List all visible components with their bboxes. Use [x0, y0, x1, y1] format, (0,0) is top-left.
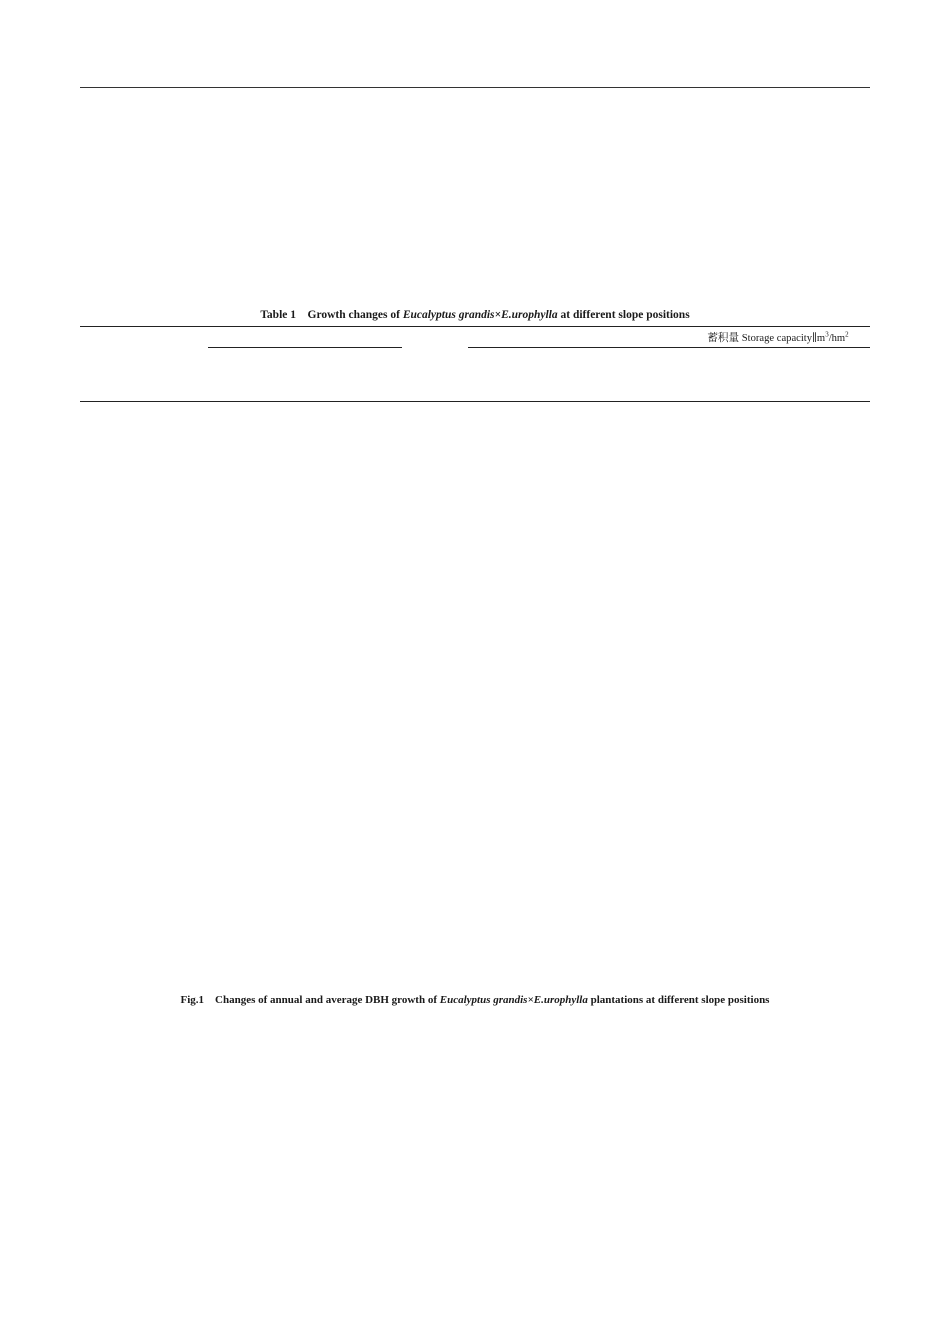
sub-head-midslope: [266, 365, 332, 384]
table-1: [80, 326, 870, 402]
sub-head-midslope: [468, 365, 542, 384]
figure-1-caption-en: Fig.1 Changes of annual and average DBH growth of Eucalyptus grandis×E.urophylla plantations at different slope positions: [180, 994, 770, 1006]
group-storage: 蓄积量 Storage $capacity\parallel m^3/hm^2$: [686, 327, 870, 348]
group-dbh: [208, 327, 402, 348]
sub-head-uphill: [208, 365, 266, 384]
sub-head-uphill: [402, 365, 468, 384]
sub-head-uphill: [614, 365, 686, 384]
figure-1: [80, 658, 870, 923]
sub-head-downhill: [542, 365, 614, 384]
figure-1-svg: [80, 658, 870, 923]
sub-head-downhill: [766, 365, 870, 384]
sub-head-midslope: [686, 365, 766, 384]
group-height: [468, 327, 614, 348]
row-header-cell: [80, 327, 208, 402]
sub-head-downhill: [332, 365, 402, 384]
running-header: [80, 66, 870, 88]
table-1-caption-en: Table 1 Growth changes of Eucalyptus grandis×E.urophylla at different slope positions: [260, 309, 690, 321]
